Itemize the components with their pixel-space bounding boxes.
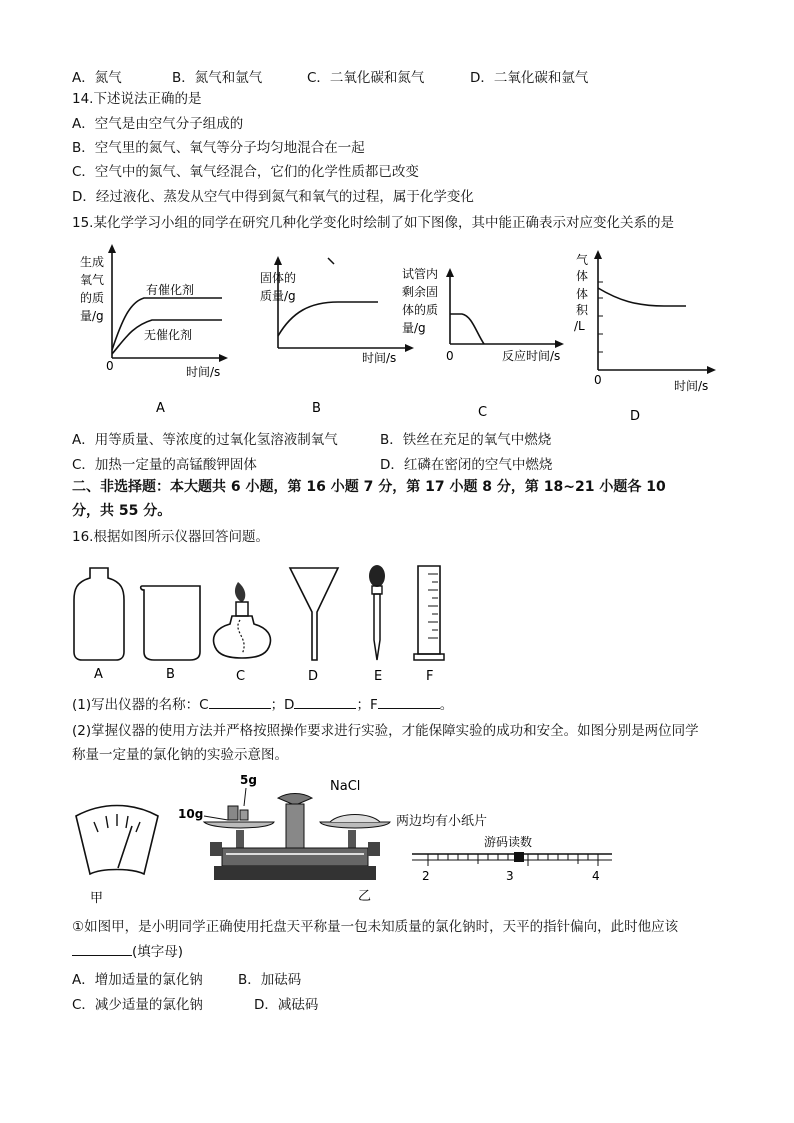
q16-part1-f: ；F xyxy=(356,697,378,713)
q14-option-c: C．空气中的氮气、氧气经混合，它们的化学性质都已改变 xyxy=(72,164,419,180)
graph-d-ylabel-4: 积 xyxy=(576,303,589,317)
q16-sub1-option-d: D．减砝码 xyxy=(254,997,319,1013)
alcohol-lamp-icon xyxy=(214,582,271,658)
graph-a-letter: A xyxy=(156,401,165,416)
instrument-label-c: C xyxy=(236,669,246,684)
graph-d-origin: 0 xyxy=(594,373,602,387)
scale-tick-4: 4 xyxy=(592,869,600,883)
q13-option-d: D．二氧化碳和氩气 xyxy=(470,70,589,86)
rider-scale-figure xyxy=(408,830,618,890)
q16-part1 xyxy=(72,696,453,714)
q15-option-d: D．红磷在密闭的空气中燃烧 xyxy=(380,457,553,473)
section2-heading-line1: 二、非选择题：本大题共 6 小题，第 16 小题 7 分，第 17 小题 8 分，第 18~21 小题各 10 xyxy=(72,479,666,495)
instrument-label-d: D xyxy=(308,669,319,684)
graph-d-xlabel: 时间/s xyxy=(674,379,709,393)
graph-a-ylabel-1: 生成 xyxy=(80,255,105,269)
q14-option-a: A．空气是由空气分子组成的 xyxy=(72,116,244,132)
graph-c-letter: C xyxy=(478,405,488,420)
graph-b-ylabel-2: 质量/g xyxy=(260,289,296,303)
graph-d-letter: D xyxy=(630,409,641,424)
q13-option-a: A．氮气 xyxy=(72,70,122,86)
q16-sub1-line2: (填字母) xyxy=(132,944,184,960)
q14-option-d: D．经过液化、蒸发从空气中得到氮气和氧气的过程，属于化学变化 xyxy=(72,189,474,205)
instrument-label-f: F xyxy=(426,669,434,684)
weight-10g-label: 10g xyxy=(178,807,204,821)
q15-graph-b xyxy=(258,240,418,420)
section2-heading-line2: 分，共 55 分。 xyxy=(72,503,172,519)
q16-part2-line1: (2)掌握仪器的使用方法并严格按照操作要求进行实验，才能保障实验的成功和安全。如图分别是两位同学 xyxy=(72,723,699,739)
graduated-cylinder-icon xyxy=(414,566,444,660)
graph-d-ylabel-2: 体 xyxy=(576,269,589,283)
weight-5g xyxy=(240,810,248,820)
q13-option-c: C．二氧化碳和氮气 xyxy=(307,70,425,86)
q15-stem: 15.某化学学习小组的同学在研究几种化学变化时绘制了如下图像，其中能正确表示对应变化关系的是 xyxy=(72,215,674,231)
instrument-label-a: A xyxy=(94,667,103,682)
graph-a-xlabel: 时间/s xyxy=(186,365,221,379)
graph-b-ylabel-1: 固体的 xyxy=(260,271,297,285)
paper-note: 两边均有小纸片 xyxy=(396,814,488,829)
answer-blank-sub1[interactable] xyxy=(72,943,132,956)
graph-c-ylabel-4: 量/g xyxy=(402,321,426,335)
q16-sub1-option-c: C．减少适量的氯化钠 xyxy=(72,997,203,1013)
graph-b-letter: B xyxy=(312,401,321,416)
nacl-label: NaCl xyxy=(330,779,361,794)
q16-part1-end: 。 xyxy=(439,697,454,713)
graph-d-ylabel-5: /L xyxy=(574,319,585,333)
q15-option-b: B．铁丝在充足的氧气中燃烧 xyxy=(380,432,552,448)
graph-c-ylabel-1: 试管内 xyxy=(402,267,439,281)
scale-tick-2: 2 xyxy=(422,869,430,883)
dropper-icon xyxy=(369,565,385,660)
q14-stem: 14.下述说法正确的是 xyxy=(72,91,202,107)
graph-c-ylabel-2: 剩余固 xyxy=(402,285,439,299)
q15-option-c: C．加热一定量的高锰酸钾固体 xyxy=(72,457,257,473)
q16-sub1-option-b: B．加砝码 xyxy=(238,972,302,988)
graph-a-origin: 0 xyxy=(106,359,114,373)
q16-stem: 16.根据如图所示仪器回答问题。 xyxy=(72,529,269,545)
q15-graph-c xyxy=(398,240,573,420)
q13-option-b: B．氮气和氩气 xyxy=(172,70,263,86)
graph-a-curve1-label: 有催化剂 xyxy=(146,283,195,297)
funnel-icon xyxy=(290,568,338,660)
wide-mouth-bottle-icon xyxy=(74,568,124,660)
q15-graph-a xyxy=(72,240,252,420)
balance-figure xyxy=(174,770,414,902)
graph-a-ylabel-4: 量/g xyxy=(80,309,104,323)
graph-a-ylabel-2: 氧气 xyxy=(80,273,105,287)
weight-10g xyxy=(228,806,238,820)
graph-c-xlabel: 反应时间/s xyxy=(502,349,561,363)
answer-blank-c[interactable] xyxy=(209,696,271,709)
beaker-icon xyxy=(141,586,200,660)
q16-instruments-figure xyxy=(72,560,462,685)
label-yi: 乙 xyxy=(358,889,372,902)
graph-d-ylabel-1: 气 xyxy=(576,253,589,267)
instrument-label-b: B xyxy=(166,667,175,682)
q16-part2-line2: 称量一定量的氯化钠的实验示意图。 xyxy=(72,747,288,763)
rider-label: 游码读数 xyxy=(484,835,533,849)
graph-a-curve2-label: 无催化剂 xyxy=(144,328,193,342)
scale-tick-3: 3 xyxy=(506,869,514,883)
q15-option-a: A．用等质量、等浓度的过氧化氢溶液制氧气 xyxy=(72,432,338,448)
graph-d-ylabel-3: 体 xyxy=(576,287,589,301)
weight-5g-label: 5g xyxy=(240,773,257,787)
q16-sub1-option-a: A．增加适量的氯化钠 xyxy=(72,972,203,988)
answer-blank-f[interactable] xyxy=(378,696,440,709)
label-jia: 甲 xyxy=(90,891,104,906)
graph-c-origin: 0 xyxy=(446,349,454,363)
q16-part1-prefix: (1)写出仪器的名称：C xyxy=(72,697,209,713)
q14-option-b: B．空气里的氮气、氧气等分子均匀地混合在一起 xyxy=(72,140,365,156)
graph-b-xlabel: 时间/s xyxy=(362,351,397,365)
pointer-dial-figure xyxy=(72,796,162,906)
answer-blank-d[interactable] xyxy=(294,696,356,709)
rider xyxy=(514,852,524,862)
graph-c-ylabel-3: 体的质 xyxy=(402,303,439,317)
graph-a-ylabel-3: 的质 xyxy=(80,291,105,305)
q16-sub1-line2-wrap xyxy=(72,943,183,961)
instrument-label-e: E xyxy=(374,669,383,684)
q16-sub1-line1: ①如图甲，是小明同学正确使用托盘天平称量一包未知质量的氯化钠时，天平的指针偏向，此时他应该 xyxy=(72,919,679,935)
q16-part1-d: ；D xyxy=(270,697,295,713)
q15-graph-d xyxy=(574,240,724,425)
